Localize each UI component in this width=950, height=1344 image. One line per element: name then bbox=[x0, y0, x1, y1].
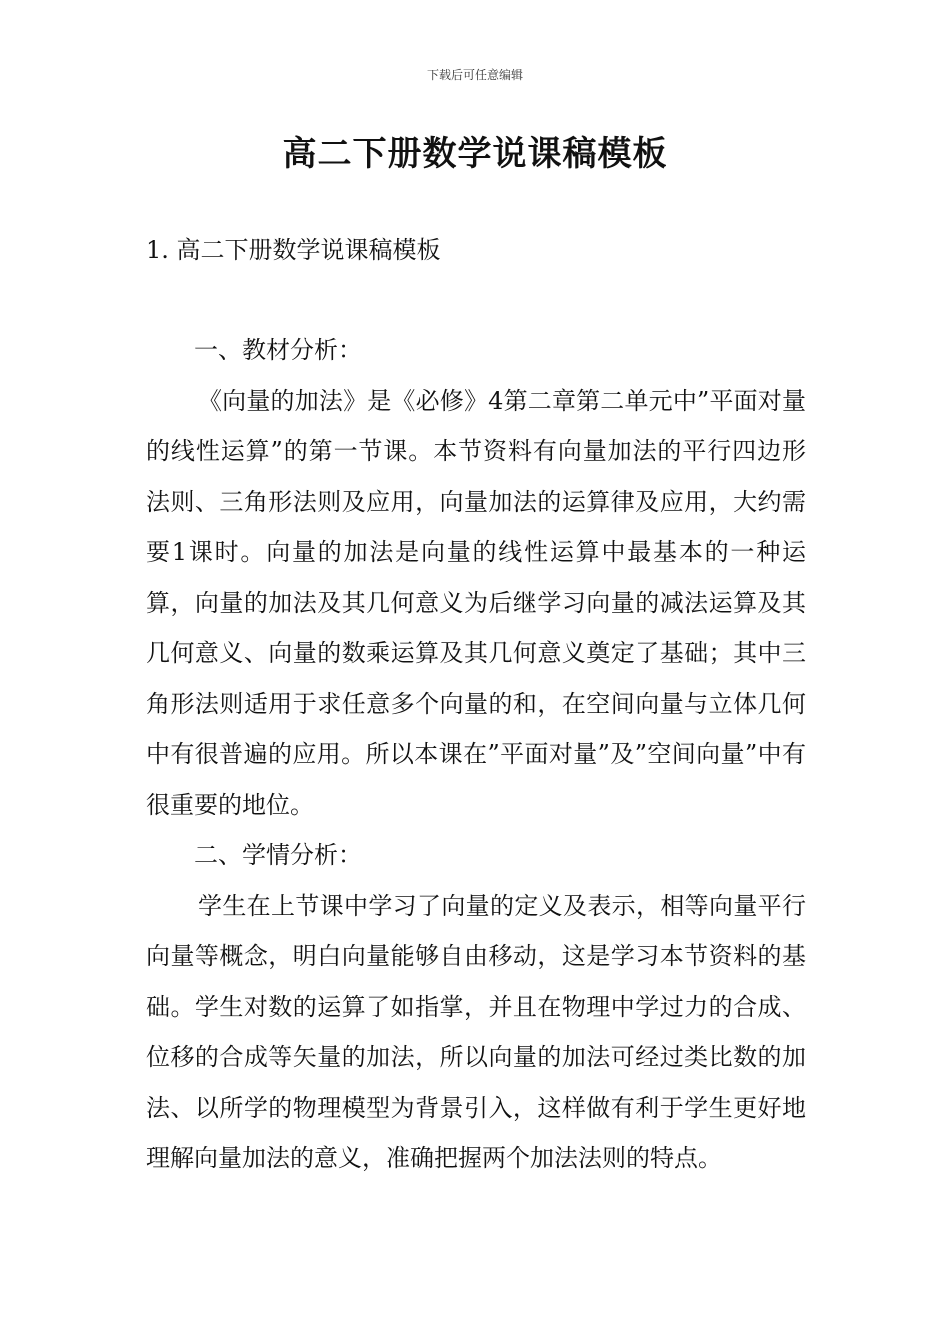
section-heading-student-analysis: 二、学情分析： bbox=[194, 841, 362, 869]
document-title: 高二下册数学说课稿模板 bbox=[282, 134, 668, 174]
document-body bbox=[146, 325, 806, 1184]
document-subtitle: 1. 高二下册数学说课稿模板 bbox=[146, 236, 441, 264]
paragraph-textbook-analysis: 《向量的加法》是《必修》4第二章第二单元中”平面对量的线性运算”的第一节课。本节资料有向量加法的平行四边形法则、三角形法则及应用，向量加法的运算律及应用，大约需要1课时。向量的加法是向量的线性运算中最基本的一种运算，向量的加法及其几何意义为后继学习向量的减法运算及其几何意义、向量的数乘运算及其几何意义奠定了基础；其中三角形法则适用于求任意多个向量的和，在空间向量与立体几何中有很普遍的应用。所以本课在”平面对量”及”空间向量”中有很重要的地位。 bbox=[146, 386, 806, 819]
paragraph-student-analysis: 学生在上节课中学习了向量的定义及表示，相等向量平行向量等概念，明白向量能够自由移动，这是学习本节资料的基础。学生对数的运算了如指掌，并且在物理中学过力的合成、位移的合成等矢量的加法，所以向量的加法可经过类比数的加法、以所学的物理模型为背景引入，这样做有利于学生更好地理解向量加法的意义，准确把握两个加法法则的特点。 bbox=[146, 891, 806, 1172]
header-note: 下载后可任意编辑 bbox=[426, 68, 523, 82]
section-heading-textbook-analysis: 一、教材分析： bbox=[194, 336, 362, 364]
